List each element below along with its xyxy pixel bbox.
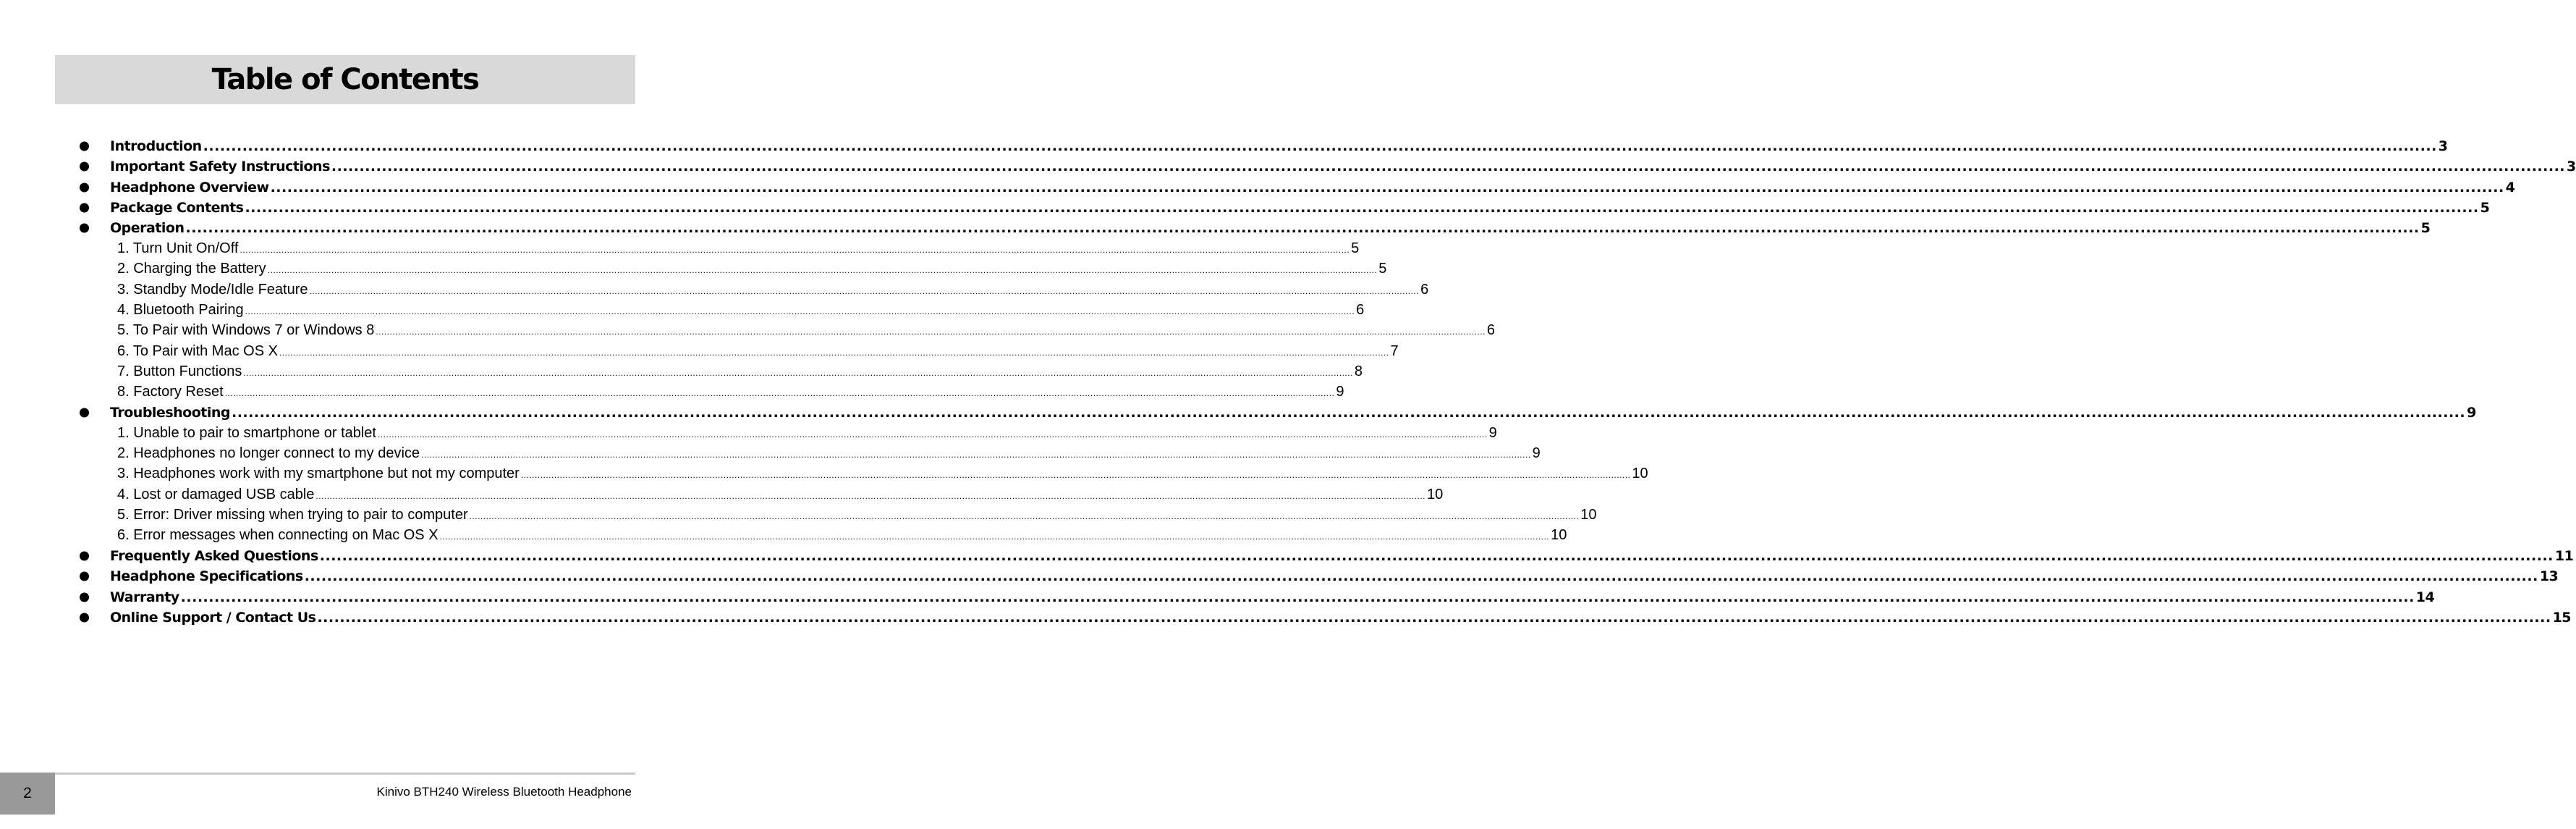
toc-entry-page: 5 xyxy=(1351,240,1360,257)
toc-subentry[interactable] xyxy=(0,484,1444,505)
dot-leader: ................................................................................................................................................................................................................................................................................................................................................................................................................ xyxy=(317,609,2551,626)
page-number: 2 xyxy=(23,785,32,801)
toc-entry-page: 15 xyxy=(2552,609,2572,626)
toc-entry[interactable] xyxy=(0,156,2576,177)
toc-entry-line xyxy=(110,568,2559,585)
toc-subentry[interactable] xyxy=(0,382,1344,403)
toc-entry-page: 10 xyxy=(1632,466,1648,482)
toc-subentry[interactable] xyxy=(0,464,1648,484)
toc-subentry[interactable] xyxy=(0,238,1360,258)
toc-entry-line xyxy=(110,138,2448,155)
dot-leader: ................................................................................................................................................................................................................................................................................................................................................................................................................ xyxy=(240,245,1350,256)
toc-entry-label: 4. Lost or damaged USB cable xyxy=(117,486,315,502)
toc-entry-page: 10 xyxy=(1551,527,1567,544)
dot-leader: ................................................................................................................................................................................................................................................................................................................................................................................................................ xyxy=(243,367,1353,378)
toc-entry-line xyxy=(117,424,1497,442)
toc-entry-line xyxy=(117,445,1541,462)
dot-leader: ................................................................................................................................................................................................................................................................................................................................................................................................................ xyxy=(439,531,1550,542)
toc-entry-line xyxy=(117,527,1567,544)
toc-entry-page: 6 xyxy=(1486,322,1496,339)
dot-leader: ................................................................................................................................................................................................................................................................................................................................................................................................................ xyxy=(309,285,1420,296)
toc-subentry[interactable] xyxy=(0,423,1497,443)
dot-leader: ................................................................................................................................................................................................................................................................................................................................................................................................................ xyxy=(376,327,1486,337)
toc-entry-label: Online Support / Contact Us xyxy=(110,609,316,626)
page-title: Table of Contents xyxy=(211,63,479,96)
toc-entry-line xyxy=(117,281,1429,298)
toc-entry-page: 6 xyxy=(1420,281,1429,298)
dot-leader: ................................................................................................................................................................................................................................................................................................................................................................................................................ xyxy=(185,220,2420,237)
toc-entry-label: Headphone Overview xyxy=(110,179,269,195)
toc-entry-page: 9 xyxy=(1336,384,1344,400)
toc-entry-page: 6 xyxy=(1356,302,1365,319)
toc-entry-label: 8. Factory Reset xyxy=(117,384,224,400)
dot-leader: ................................................................................................................................................................................................................................................................................................................................................................................................................ xyxy=(270,179,2504,195)
toc-entry-line xyxy=(117,466,1648,482)
toc-subentry[interactable] xyxy=(0,279,1429,300)
toc-entry-page: 9 xyxy=(2467,405,2476,421)
toc-entry-label: 3. Headphones work with my smartphone but not my computer xyxy=(117,466,520,482)
footer-divider xyxy=(55,773,635,775)
toc-entry-line xyxy=(117,384,1344,400)
bullet-icon xyxy=(80,224,89,233)
toc-entry-label: Operation xyxy=(110,220,185,237)
toc-subentry[interactable] xyxy=(0,526,1567,546)
toc-entry[interactable] xyxy=(0,607,2572,628)
toc-entry-label: 6. To Pair with Mac OS X xyxy=(117,342,278,359)
toc-entry-label: 3. Standby Mode/Idle Feature xyxy=(117,281,308,298)
toc-entry-label: Package Contents xyxy=(110,200,244,216)
toc-entry-label: 1. Turn Unit On/Off xyxy=(117,240,239,257)
dot-leader: ................................................................................................................................................................................................................................................................................................................................................................................................................ xyxy=(469,510,1580,521)
toc-entry-line xyxy=(117,506,1597,523)
toc-subentry[interactable] xyxy=(0,341,1399,361)
table-of-contents xyxy=(0,136,2576,628)
toc-subentry[interactable] xyxy=(0,443,1541,463)
toc-entry-line xyxy=(110,179,2515,195)
bullet-icon xyxy=(80,162,89,172)
toc-entry-page: 7 xyxy=(1390,342,1399,359)
toc-entry-page: 8 xyxy=(1354,363,1363,379)
toc-entry-page: 9 xyxy=(1488,424,1497,441)
toc-entry-label: 2. Headphones no longer connect to my device xyxy=(117,445,420,462)
toc-entry-page: 11 xyxy=(2554,548,2574,565)
toc-entry[interactable] xyxy=(0,566,2559,586)
title-banner xyxy=(55,55,635,104)
page-number-box xyxy=(0,773,55,815)
toc-entry-page: 13 xyxy=(2539,568,2559,585)
toc-entry-page: 4 xyxy=(2505,179,2515,195)
toc-entry[interactable] xyxy=(0,177,2515,198)
toc-entry-line xyxy=(117,486,1444,503)
toc-entry[interactable] xyxy=(0,546,2574,566)
toc-entry-line xyxy=(110,405,2476,421)
toc-entry-line xyxy=(110,200,2490,216)
dot-leader: ................................................................................................................................................................................................................................................................................................................................................................................................................ xyxy=(520,470,1631,481)
toc-entry-label: Frequently Asked Questions xyxy=(110,548,318,565)
dot-leader: ................................................................................................................................................................................................................................................................................................................................................................................................................ xyxy=(304,568,2538,585)
dot-leader: ................................................................................................................................................................................................................................................................................................................................................................................................................ xyxy=(421,450,1531,460)
toc-entry-page: 5 xyxy=(2420,220,2431,237)
bullet-icon xyxy=(80,408,89,418)
bullet-icon xyxy=(80,182,89,192)
toc-entry-label: Important Safety Instructions xyxy=(110,159,330,175)
toc-entry-page: 5 xyxy=(2480,200,2490,216)
toc-entry-label: Troubleshooting xyxy=(110,405,230,421)
toc-entry-line xyxy=(110,548,2574,565)
toc-entry-page: 10 xyxy=(1580,506,1597,523)
toc-entry-label: 1. Unable to pair to smartphone or tablet xyxy=(117,424,376,441)
dot-leader: ................................................................................................................................................................................................................................................................................................................................................................................................................ xyxy=(315,490,1425,501)
bullet-icon xyxy=(80,592,89,602)
dot-leader: ................................................................................................................................................................................................................................................................................................................................................................................................................ xyxy=(232,405,2466,421)
toc-entry-label: Headphone Specifications xyxy=(110,568,303,585)
toc-entry-page: 9 xyxy=(1532,445,1541,462)
toc-entry-label: 6. Error messages when connecting on Mac OS X xyxy=(117,527,438,544)
dot-leader: ................................................................................................................................................................................................................................................................................................................................................................................................................ xyxy=(279,347,1389,358)
bullet-icon xyxy=(80,552,89,561)
toc-entry-label: 2. Charging the Battery xyxy=(117,261,266,277)
toc-entry-label: Introduction xyxy=(110,138,202,155)
toc-entry-line xyxy=(117,342,1399,360)
toc-subentry[interactable] xyxy=(0,505,1597,525)
dot-leader: ................................................................................................................................................................................................................................................................................................................................................................................................................ xyxy=(245,306,1355,317)
toc-entry[interactable] xyxy=(0,403,2476,423)
toc-entry-label: 5. To Pair with Windows 7 or Windows 8 xyxy=(117,322,375,339)
toc-entry-line xyxy=(110,609,2572,626)
toc-entry-line xyxy=(117,240,1360,257)
bullet-icon xyxy=(80,203,89,213)
dot-leader: ................................................................................................................................................................................................................................................................................................................................................................................................................ xyxy=(180,589,2415,605)
toc-entry[interactable] xyxy=(0,136,2448,156)
toc-entry-page: 5 xyxy=(1378,261,1387,277)
toc-entry-label: 5. Error: Driver missing when trying to pair to computer xyxy=(117,506,468,523)
dot-leader: ................................................................................................................................................................................................................................................................................................................................................................................................................ xyxy=(203,138,2437,155)
toc-entry-page: 3 xyxy=(2567,159,2576,175)
toc-entry-label: Warranty xyxy=(110,589,179,605)
dot-leader: ................................................................................................................................................................................................................................................................................................................................................................................................................ xyxy=(319,548,2554,565)
toc-entry[interactable] xyxy=(0,587,2435,607)
footer-product-name: Kinivo BTH240 Wireless Bluetooth Headphone xyxy=(376,785,632,799)
toc-entry-line xyxy=(117,302,1365,319)
bullet-icon xyxy=(80,142,89,151)
bullet-icon xyxy=(80,572,89,581)
dot-leader: ................................................................................................................................................................................................................................................................................................................................................................................................................ xyxy=(378,429,1488,439)
toc-entry-line xyxy=(117,261,1387,277)
toc-entry-page: 14 xyxy=(2415,589,2435,605)
dot-leader: ................................................................................................................................................................................................................................................................................................................................................................................................................ xyxy=(245,200,2479,216)
toc-entry-line xyxy=(117,363,1363,380)
toc-entry-label: 7. Button Functions xyxy=(117,363,242,379)
toc-subentry[interactable] xyxy=(0,259,1387,279)
dot-leader: ................................................................................................................................................................................................................................................................................................................................................................................................................ xyxy=(331,159,2565,175)
toc-subentry[interactable] xyxy=(0,321,1496,341)
toc-entry-page: 3 xyxy=(2438,138,2448,155)
dot-leader: ................................................................................................................................................................................................................................................................................................................................................................................................................ xyxy=(267,265,1378,276)
toc-entry-label: 4. Bluetooth Pairing xyxy=(117,302,244,319)
toc-entry[interactable] xyxy=(0,198,2490,218)
toc-entry-line xyxy=(110,589,2435,605)
toc-entry-line xyxy=(110,220,2431,237)
toc-subentry[interactable] xyxy=(0,361,1363,382)
dot-leader: ................................................................................................................................................................................................................................................................................................................................................................................................................ xyxy=(224,388,1335,399)
toc-entry-line xyxy=(110,159,2576,175)
toc-entry-page: 10 xyxy=(1426,486,1444,502)
toc-entry[interactable] xyxy=(0,218,2431,238)
toc-subentry[interactable] xyxy=(0,300,1365,320)
toc-entry-line xyxy=(117,322,1496,339)
bullet-icon xyxy=(80,613,89,622)
